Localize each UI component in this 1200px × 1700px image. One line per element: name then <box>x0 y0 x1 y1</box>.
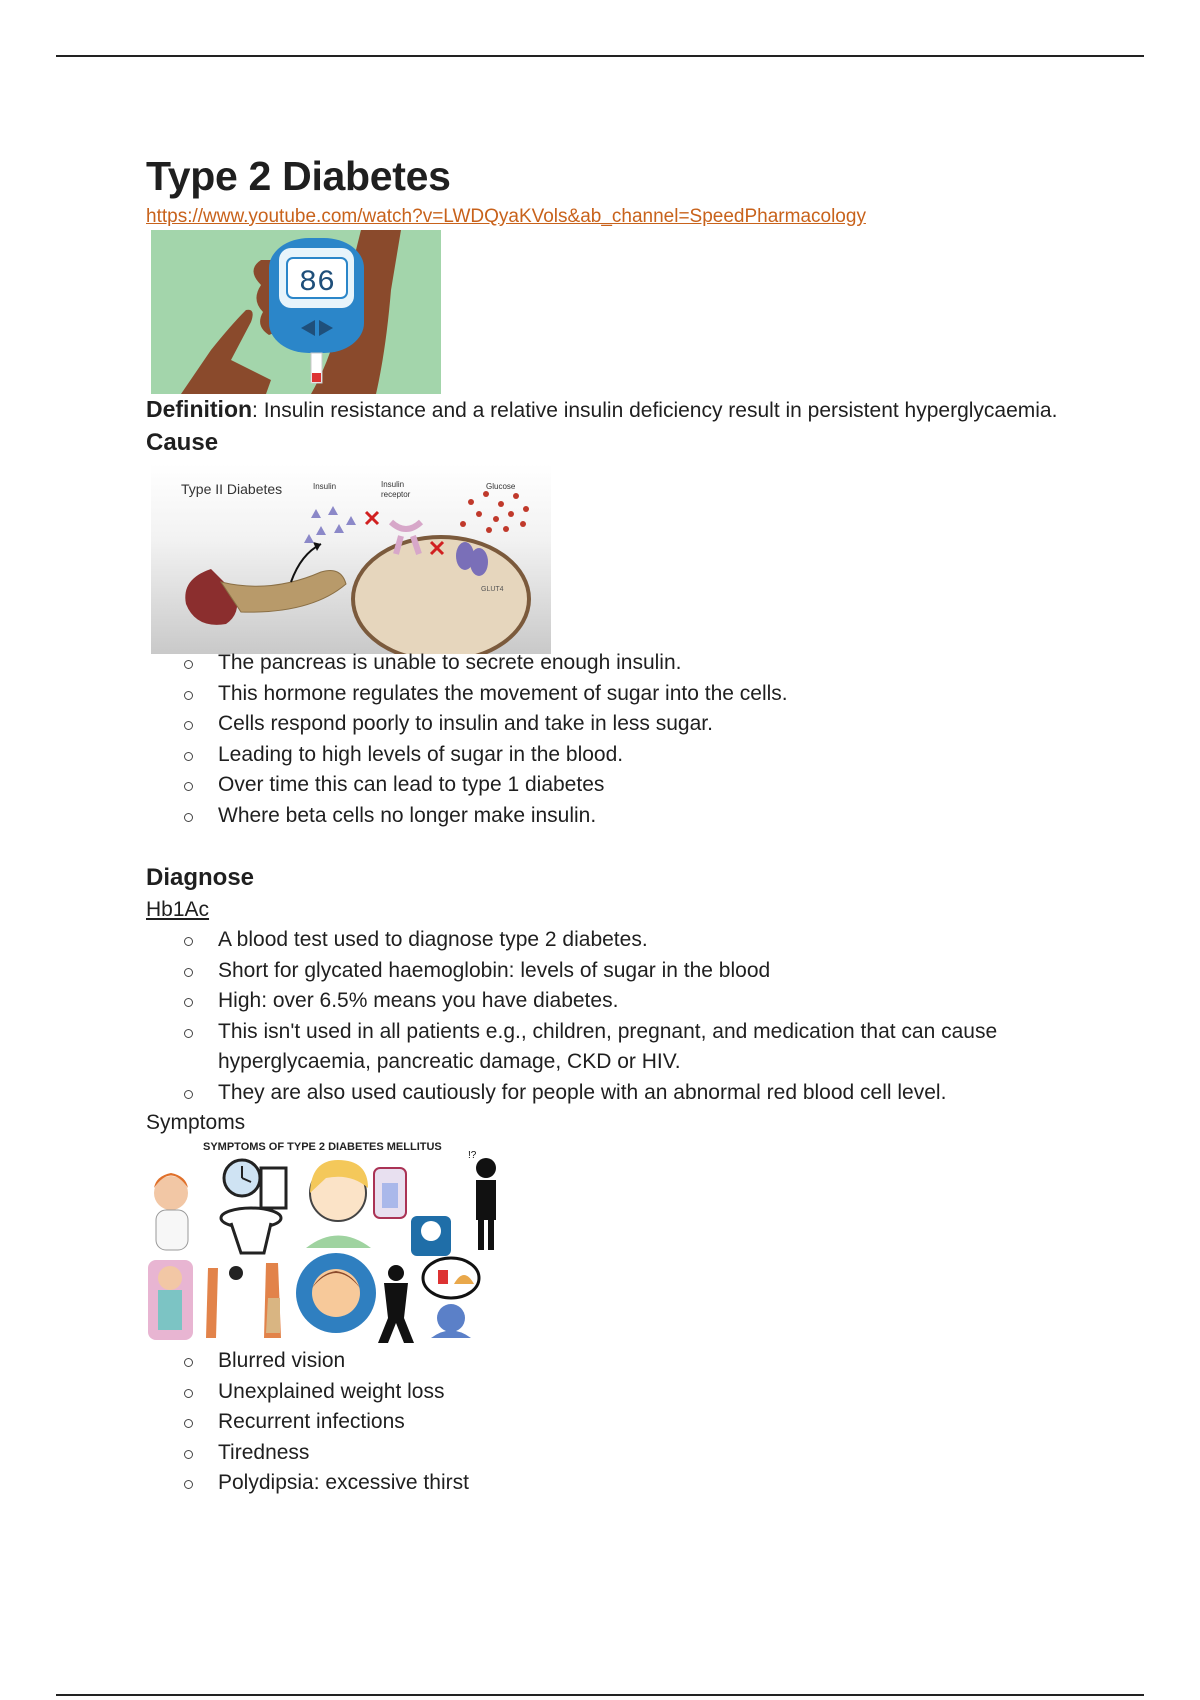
diagram-glut4-label: GLUT4 <box>481 586 504 593</box>
list-item: Recurrent infections <box>184 1407 1066 1438</box>
footer-rule <box>56 1694 1144 1696</box>
list-item: Short for glycated haemoglobin: levels of sugar in the blood <box>184 956 1066 987</box>
youtube-link[interactable]: https://www.youtube.com/watch?v=LWDQyaKVols&ab_channel=SpeedPharmacology <box>146 206 866 227</box>
glucose-meter-image <box>151 230 441 394</box>
list-item: Cells respond poorly to insulin and take in less sugar. <box>184 709 1066 740</box>
hb1ac-subheading: Hb1Ac <box>146 898 210 921</box>
list-item: Where beta cells no longer make insulin. <box>184 801 1066 832</box>
diagram-glucose-label: Glucose <box>486 482 516 491</box>
list-item: Polydipsia: excessive thirst <box>184 1468 1066 1499</box>
list-item: Blurred vision <box>184 1346 1066 1377</box>
list-item: Leading to high levels of sugar in the blood. <box>184 740 1066 771</box>
symptoms-image <box>146 1138 516 1346</box>
diagnose-list <box>146 925 1066 1108</box>
list-item: Over time this can lead to type 1 diabetes <box>184 770 1066 801</box>
list-item: The pancreas is unable to secrete enough insulin. <box>184 648 1066 679</box>
list-item: A blood test used to diagnose type 2 diabetes. <box>184 925 1066 956</box>
definition <box>146 394 1066 426</box>
cause-list <box>146 648 1066 831</box>
diagram-receptor-label-2: receptor <box>381 490 411 499</box>
type2-diagram-image <box>151 464 551 654</box>
diagnose-heading: Diagnose <box>146 864 255 891</box>
diagram-title: Type II Diabetes <box>181 481 283 497</box>
document-body <box>146 150 1066 1499</box>
diagram-insulin-label: Insulin <box>313 482 337 491</box>
diagram-receptor-label-1: Insulin <box>381 480 405 489</box>
symptoms-image-title: SYMPTOMS OF TYPE 2 DIABETES MELLITUS <box>203 1141 442 1153</box>
definition-text: : Insulin resistance and a relative insulin deficiency result in persistent hyperglycaemia. <box>252 399 1058 422</box>
definition-label: Definition <box>146 396 253 422</box>
list-item: This isn't used in all patients e.g., children, pregnant, and medication that can cause hyperglycaemia, pancreatic damage, CKD or HIV. <box>184 1017 1066 1078</box>
meter-reading: 86 <box>298 266 336 300</box>
list-item: Tiredness <box>184 1438 1066 1469</box>
list-item: High: over 6.5% means you have diabetes. <box>184 986 1066 1017</box>
list-item: This hormone regulates the movement of sugar into the cells. <box>184 679 1066 710</box>
page-title: Type 2 Diabetes <box>146 153 451 199</box>
svg-text:!?: !? <box>468 1150 477 1161</box>
list-item: They are also used cautiously for people with an abnormal red blood cell level. <box>184 1078 1066 1109</box>
symptoms-list <box>146 1346 1066 1499</box>
symptoms-heading: Symptoms <box>146 1111 246 1134</box>
header-rule <box>56 55 1144 57</box>
list-item: Unexplained weight loss <box>184 1377 1066 1408</box>
cause-heading: Cause <box>146 429 219 456</box>
